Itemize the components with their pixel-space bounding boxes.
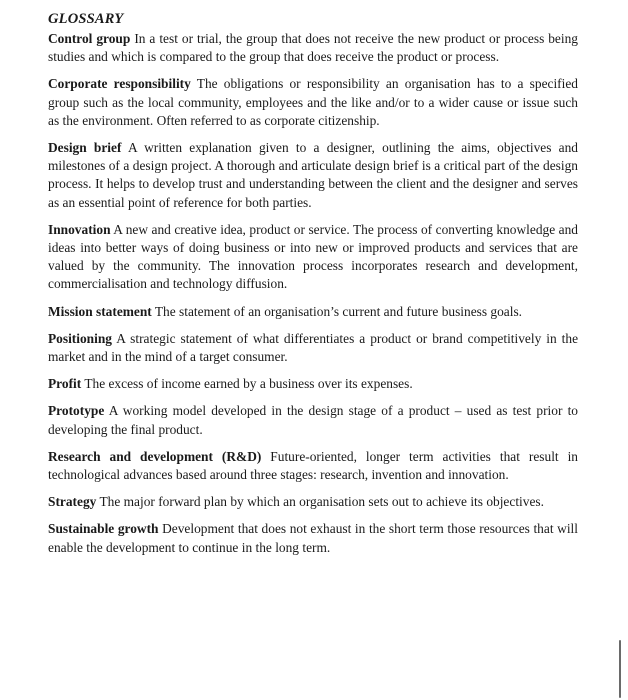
glossary-entry <box>48 402 578 438</box>
glossary-definition: A working model developed in the design stage of a product – used as test prior to developing the final product. <box>48 403 578 437</box>
glossary-heading: GLOSSARY <box>48 11 124 27</box>
glossary-term: Sustainable growth <box>48 521 159 537</box>
glossary-entry <box>48 448 578 484</box>
glossary-page <box>48 10 578 566</box>
glossary-term: Research and development (R&D) <box>48 448 262 464</box>
glossary-definition: A strategic statement of what differentiates a product or brand competitively in the market and in the mind of a target consumer. <box>48 330 579 365</box>
glossary-entry <box>48 139 578 212</box>
glossary-definition: Future-oriented, longer term activities that result in technological advances based around three stages: research, invention and innovation. <box>48 448 579 483</box>
glossary-definition: A written explanation given to a designer, outlining the aims, objectives and milestones of a design project. A thorough and articulate design brief is a critical part of the design process. It helps to develop trust and understanding between the client and the designer and serves as an essential point of reference for both parties. <box>48 140 579 210</box>
glossary-entry <box>48 221 578 294</box>
glossary-definition: In a test or trial, the group that does not receive the new product or process being studies and which is compared to the group that does receive the product or process. <box>48 31 578 65</box>
glossary-definition: A new and creative idea, product or service. The process of converting knowledge and ideas into better ways of doing business or into new or improved products and services that are valued by the community. The innovation process incorporates research and development, commercialisation and technology diffusion. <box>48 221 578 292</box>
glossary-entry <box>48 520 578 556</box>
glossary-term: Prototype <box>48 403 105 419</box>
glossary-term: Strategy <box>48 494 97 510</box>
glossary-term: Control group <box>48 31 131 46</box>
glossary-entry <box>48 375 578 393</box>
glossary-entry <box>48 493 578 511</box>
glossary-term: Mission statement <box>48 303 152 319</box>
glossary-definition: The major forward plan by which an organisation sets out to achieve its objectives. <box>99 494 544 510</box>
glossary-definition: The statement of an organisation’s current and future business goals. <box>154 303 523 319</box>
glossary-term: Corporate responsibility <box>48 76 191 92</box>
glossary-entry <box>48 75 578 130</box>
scrollbar-thumb[interactable] <box>619 640 621 698</box>
glossary-entry <box>48 330 578 366</box>
glossary-definition: The excess of income earned by a business over its expenses. <box>84 376 413 392</box>
glossary-definition: Development that does not exhaust in the short term those resources that will enable the development to continue in the long term. <box>48 521 578 555</box>
glossary-entry <box>48 30 578 66</box>
glossary-term: Profit <box>48 376 82 392</box>
glossary-entry <box>48 303 578 321</box>
glossary-term: Positioning <box>48 330 112 346</box>
glossary-definition: The obligations or responsibility an organisation has to a specified group such as the local community, employees and the like and/or to a wider cause or issue such as the environment. Often referred to as corporate citizenship. <box>48 76 578 128</box>
glossary-term: Design brief <box>48 140 122 156</box>
glossary-term: Innovation <box>48 221 111 237</box>
